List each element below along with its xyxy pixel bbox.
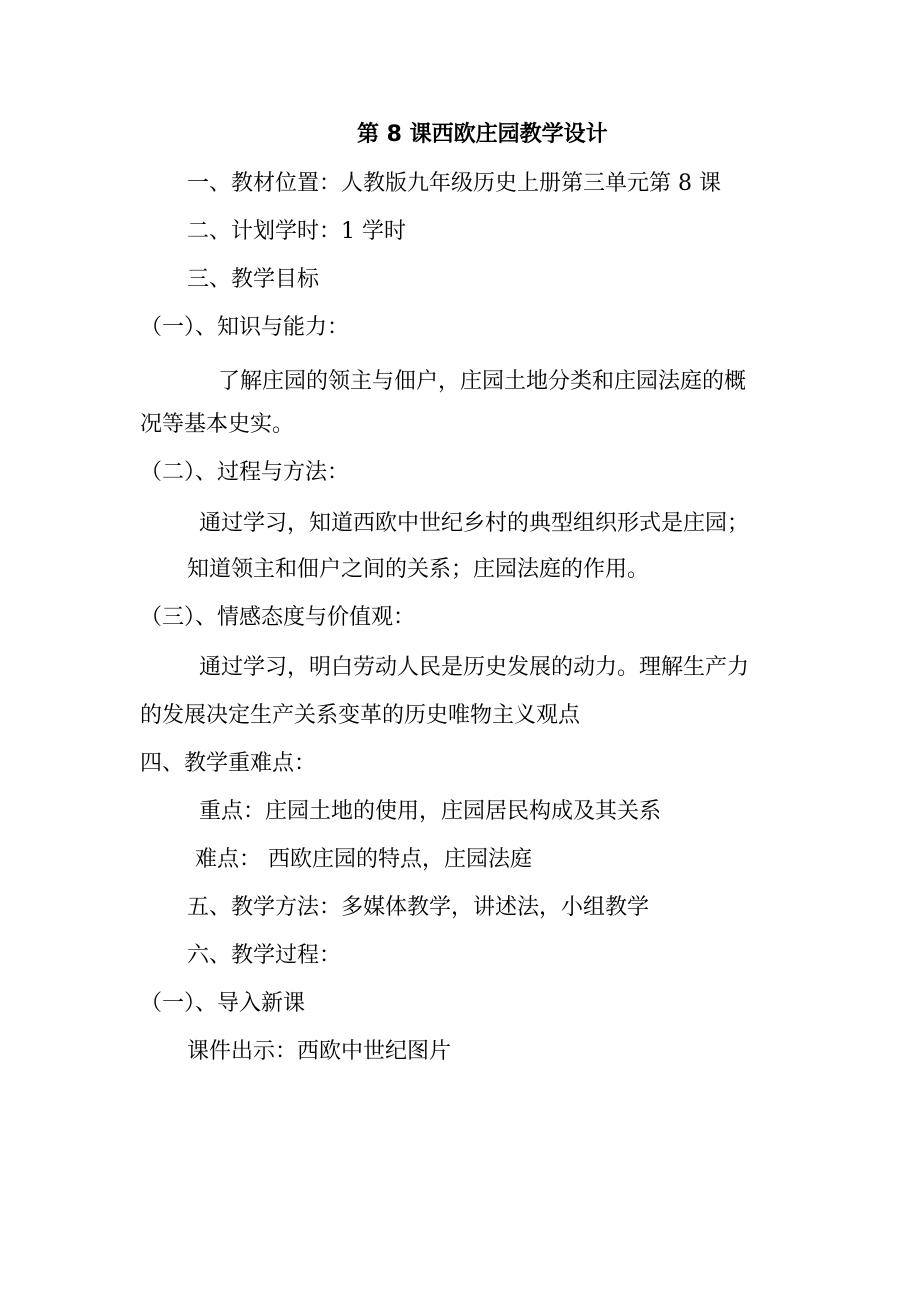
- paragraph-line: 了解庄园的领主与佃户，庄园土地分类和庄园法庭的概: [218, 369, 747, 394]
- section-planned-hours: 二、计划学时：1 学时: [187, 219, 406, 244]
- paragraph-line: 知道领主和佃户之间的关系；庄园法庭的作用。: [187, 557, 650, 582]
- paragraph-line: 通过学习，知道西欧中世纪乡村的典型组织形式是庄园；: [199, 511, 750, 536]
- subsection-knowledge-ability: （一）、知识与能力：: [140, 315, 350, 340]
- document-title: 第 8 课西欧庄园教学设计: [357, 122, 608, 147]
- section-teaching-process: 六、教学过程：: [187, 943, 342, 968]
- key-point-line: 重点：庄园土地的使用，庄园居民构成及其关系: [199, 799, 662, 824]
- section-teaching-methods: 五、教学方法：多媒体教学，讲述法，小组教学: [187, 895, 650, 920]
- subsection-introduction: （一）、导入新课: [140, 991, 306, 1016]
- paragraph-line: 的发展决定生产关系变革的历史唯物主义观点: [140, 703, 581, 728]
- section-key-difficult-points: 四、教学重难点：: [140, 751, 317, 776]
- section-textbook-location: 一、教材位置：人教版九年级历史上册第三单元第 8 课: [187, 171, 721, 196]
- difficult-point-line: 难点： 西欧庄园的特点，庄园法庭: [195, 847, 532, 872]
- subsection-process-method: （二）、过程与方法：: [140, 460, 350, 485]
- paragraph-line: 课件出示：西欧中世纪图片: [187, 1039, 452, 1064]
- paragraph-line: 通过学习，明白劳动人民是历史发展的动力。理解生产力: [199, 655, 750, 680]
- section-teaching-objectives: 三、教学目标: [187, 267, 320, 292]
- subsection-emotion-values: （三）、情感态度与价值观：: [140, 605, 416, 630]
- paragraph-line: 况等基本史实。: [140, 412, 295, 437]
